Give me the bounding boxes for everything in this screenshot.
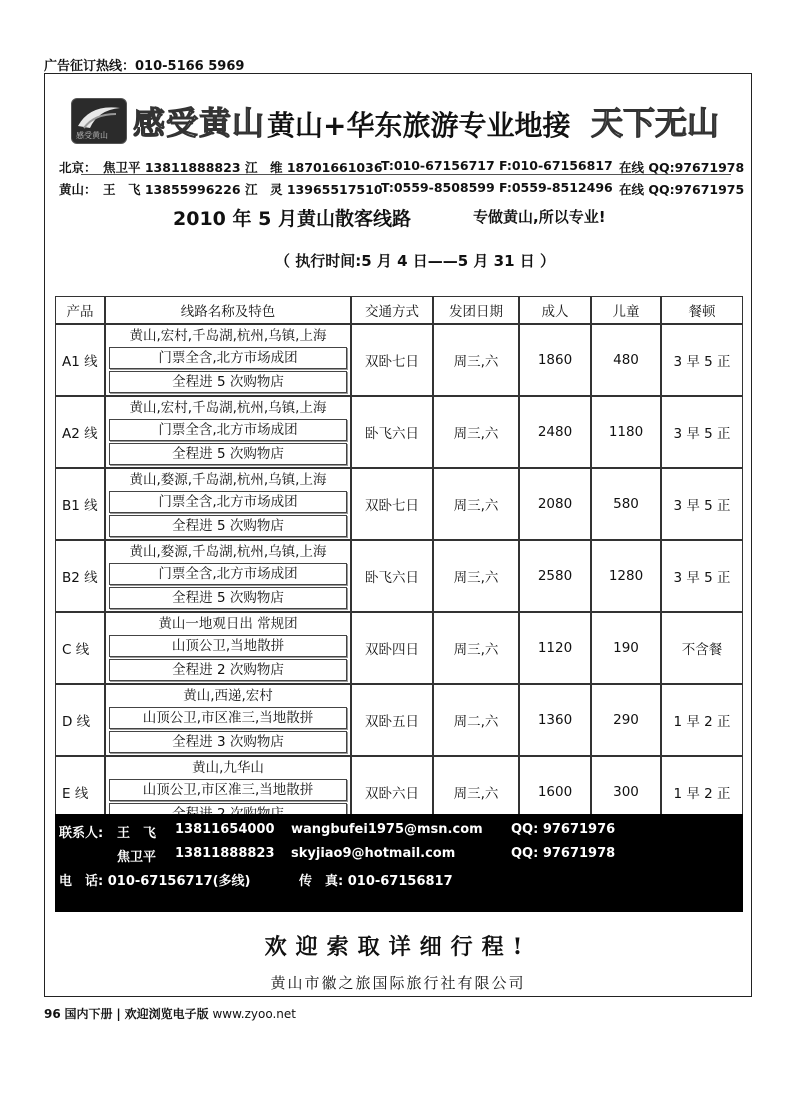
contact-phone: 13811654000 bbox=[175, 822, 275, 837]
table-row bbox=[55, 612, 743, 684]
welcome-slogan: 欢迎索取详细行程! bbox=[264, 934, 532, 960]
route-feature: 全程进 2 次购物店 bbox=[109, 659, 347, 681]
contact-label: 联系人: bbox=[59, 826, 104, 841]
page-title: 2010 年 5 月黄山散客线路 bbox=[173, 208, 411, 230]
meals: 1 早 2 正 bbox=[661, 684, 743, 756]
brand-slogan-left: 感受黄山 bbox=[133, 104, 266, 142]
office-phone: T:0559-8508599 bbox=[381, 180, 495, 195]
column-header: 儿童 bbox=[591, 296, 661, 324]
departure-days: 周三,六 bbox=[433, 540, 519, 612]
office-qq: 在线 QQ:97671975 bbox=[619, 182, 745, 197]
transport-mode: 卧飞六日 bbox=[351, 396, 433, 468]
site-url[interactable]: www.zyoo.net bbox=[212, 1007, 296, 1021]
office-fax: F:0559-8512496 bbox=[499, 180, 613, 195]
table-row bbox=[55, 396, 743, 468]
contact-email: wangbufei1975@msn.com bbox=[291, 822, 483, 837]
contact-email: skyjiao9@hotmail.com bbox=[291, 846, 456, 861]
meals: 不含餐 bbox=[661, 612, 743, 684]
contact-person: 江 灵 13965517510 bbox=[245, 182, 383, 197]
adult-price: 1600 bbox=[519, 756, 591, 828]
contact-person: 焦卫平 13811888823 bbox=[103, 160, 241, 175]
route-feature: 山顶公卫,当地散拼 bbox=[109, 635, 347, 657]
product-code: B1 线 bbox=[55, 468, 105, 540]
contact-person: 江 维 18701661036 bbox=[245, 160, 383, 175]
column-header: 成人 bbox=[519, 296, 591, 324]
transport-mode: 双卧六日 bbox=[351, 756, 433, 828]
page-number: 96 bbox=[44, 1007, 61, 1021]
contact-name: 焦卫平 bbox=[117, 850, 157, 865]
brand-slogan-right: 天下无山 bbox=[591, 104, 720, 142]
table-header-row bbox=[55, 296, 743, 324]
product-code: A1 线 bbox=[55, 324, 105, 396]
route-destinations: 黄山,婺源,千岛湖,杭州,乌镇,上海 bbox=[129, 472, 327, 488]
contact-tel: 电 话: 010-67156717(多线) bbox=[59, 874, 251, 889]
route-destinations: 黄山一地观日出 常规团 bbox=[158, 616, 298, 632]
route-description bbox=[105, 540, 351, 612]
transport-mode: 卧飞六日 bbox=[351, 540, 433, 612]
departure-days: 周三,六 bbox=[433, 396, 519, 468]
route-feature: 山顶公卫,市区准三,当地散拼 bbox=[109, 707, 347, 729]
product-code: A2 线 bbox=[55, 396, 105, 468]
meals: 3 早 5 正 bbox=[661, 324, 743, 396]
section-name: 国内下册 bbox=[64, 1007, 113, 1021]
route-description bbox=[105, 684, 351, 756]
office-fax: F:010-67156817 bbox=[499, 158, 613, 173]
adult-price: 1360 bbox=[519, 684, 591, 756]
adult-price: 1860 bbox=[519, 324, 591, 396]
child-price: 580 bbox=[591, 468, 661, 540]
brand-title: 黄山+华东旅游专业地接 bbox=[267, 109, 571, 142]
transport-mode: 双卧七日 bbox=[351, 468, 433, 540]
route-feature: 全程进 5 次购物店 bbox=[109, 515, 347, 537]
route-feature-list bbox=[107, 398, 349, 466]
adult-price: 2080 bbox=[519, 468, 591, 540]
route-destinations: 黄山,婺源,千岛湖,杭州,乌镇,上海 bbox=[129, 544, 327, 560]
office-row-beijing bbox=[59, 158, 749, 180]
contact-name: 王 飞 bbox=[117, 826, 157, 841]
route-description bbox=[105, 612, 351, 684]
route-feature-list bbox=[107, 470, 349, 538]
route-feature-list bbox=[107, 326, 349, 394]
route-feature-list bbox=[107, 542, 349, 610]
departure-days: 周三,六 bbox=[433, 612, 519, 684]
adult-price: 2480 bbox=[519, 396, 591, 468]
table-row bbox=[55, 540, 743, 612]
column-header: 线路名称及特色 bbox=[105, 296, 351, 324]
route-destinations: 黄山,九华山 bbox=[192, 760, 264, 776]
route-destinations: 黄山,宏村,千岛湖,杭州,乌镇,上海 bbox=[129, 400, 327, 416]
table-row bbox=[55, 324, 743, 396]
product-code: D 线 bbox=[55, 684, 105, 756]
agency-name: 黄山市徽之旅国际旅行社有限公司 bbox=[270, 974, 526, 992]
office-city: 北京： bbox=[59, 160, 97, 175]
route-feature: 门票全含,北方市场成团 bbox=[109, 563, 347, 585]
page-footer bbox=[44, 1005, 296, 1022]
departure-days: 周三,六 bbox=[433, 468, 519, 540]
office-contacts bbox=[59, 158, 749, 202]
child-price: 190 bbox=[591, 612, 661, 684]
child-price: 1280 bbox=[591, 540, 661, 612]
office-phone: T:010-67156717 bbox=[381, 158, 495, 173]
route-feature: 山顶公卫,市区准三,当地散拼 bbox=[109, 779, 347, 801]
departure-days: 周三,六 bbox=[433, 756, 519, 828]
advert-frame bbox=[44, 73, 752, 997]
route-feature-list bbox=[107, 686, 349, 754]
ebook-note: 欢迎浏览电子版 bbox=[124, 1007, 209, 1021]
route-destinations: 黄山,西递,宏村 bbox=[183, 688, 273, 704]
child-price: 1180 bbox=[591, 396, 661, 468]
route-feature: 全程进 5 次购物店 bbox=[109, 443, 347, 465]
route-feature: 全程进 3 次购物店 bbox=[109, 731, 347, 753]
ad-hotline: 广告征订热线：010-5166 5969 bbox=[44, 59, 245, 74]
route-feature: 全程进 5 次购物店 bbox=[109, 371, 347, 393]
logo-label: 感受黄山 bbox=[76, 131, 108, 140]
contact-qq: QQ: 97671978 bbox=[511, 846, 616, 861]
meals: 3 早 5 正 bbox=[661, 468, 743, 540]
meals: 1 早 2 正 bbox=[661, 756, 743, 828]
mountain-swoosh-icon bbox=[76, 102, 122, 130]
contact-fax: 传 真: 010-67156817 bbox=[299, 874, 453, 889]
office-qq: 在线 QQ:97671978 bbox=[619, 160, 745, 175]
contact-person: 王 飞 13855996226 bbox=[103, 182, 241, 197]
product-code: E 线 bbox=[55, 756, 105, 828]
adult-price: 2580 bbox=[519, 540, 591, 612]
meals: 3 早 5 正 bbox=[661, 540, 743, 612]
contact-qq: QQ: 97671976 bbox=[511, 822, 616, 837]
column-header: 发团日期 bbox=[433, 296, 519, 324]
transport-mode: 双卧四日 bbox=[351, 612, 433, 684]
column-header: 餐顿 bbox=[661, 296, 743, 324]
child-price: 290 bbox=[591, 684, 661, 756]
route-table bbox=[55, 296, 743, 828]
route-description bbox=[105, 324, 351, 396]
adult-price: 1120 bbox=[519, 612, 591, 684]
page-subtitle: 专做黄山,所以专业! bbox=[473, 208, 606, 226]
route-feature: 门票全含,北方市场成团 bbox=[109, 419, 347, 441]
office-city: 黄山： bbox=[59, 182, 97, 197]
column-header: 交通方式 bbox=[351, 296, 433, 324]
route-description bbox=[105, 396, 351, 468]
child-price: 480 bbox=[591, 324, 661, 396]
table-row bbox=[55, 468, 743, 540]
route-feature: 全程进 5 次购物店 bbox=[109, 587, 347, 609]
column-header: 产品 bbox=[55, 296, 105, 324]
transport-mode: 双卧五日 bbox=[351, 684, 433, 756]
office-row-huangshan bbox=[59, 180, 749, 202]
departure-days: 周二,六 bbox=[433, 684, 519, 756]
route-feature-list bbox=[107, 614, 349, 682]
agency-logo bbox=[71, 98, 127, 144]
table-row bbox=[55, 684, 743, 756]
product-code: B2 线 bbox=[55, 540, 105, 612]
departure-days: 周三,六 bbox=[433, 324, 519, 396]
route-destinations: 黄山,宏村,千岛湖,杭州,乌镇,上海 bbox=[129, 328, 327, 344]
product-code: C 线 bbox=[55, 612, 105, 684]
route-feature: 门票全含,北方市场成团 bbox=[109, 347, 347, 369]
contact-phone: 13811888823 bbox=[175, 846, 275, 861]
contact-block bbox=[55, 814, 743, 912]
transport-mode: 双卧七日 bbox=[351, 324, 433, 396]
route-description bbox=[105, 468, 351, 540]
child-price: 300 bbox=[591, 756, 661, 828]
meals: 3 早 5 正 bbox=[661, 396, 743, 468]
banner bbox=[71, 96, 741, 146]
footer-separator: | bbox=[116, 1007, 121, 1021]
route-feature: 门票全含,北方市场成团 bbox=[109, 491, 347, 513]
validity-period: （ 执行时间:5 月 4 日——5 月 31 日 ） bbox=[275, 252, 555, 270]
